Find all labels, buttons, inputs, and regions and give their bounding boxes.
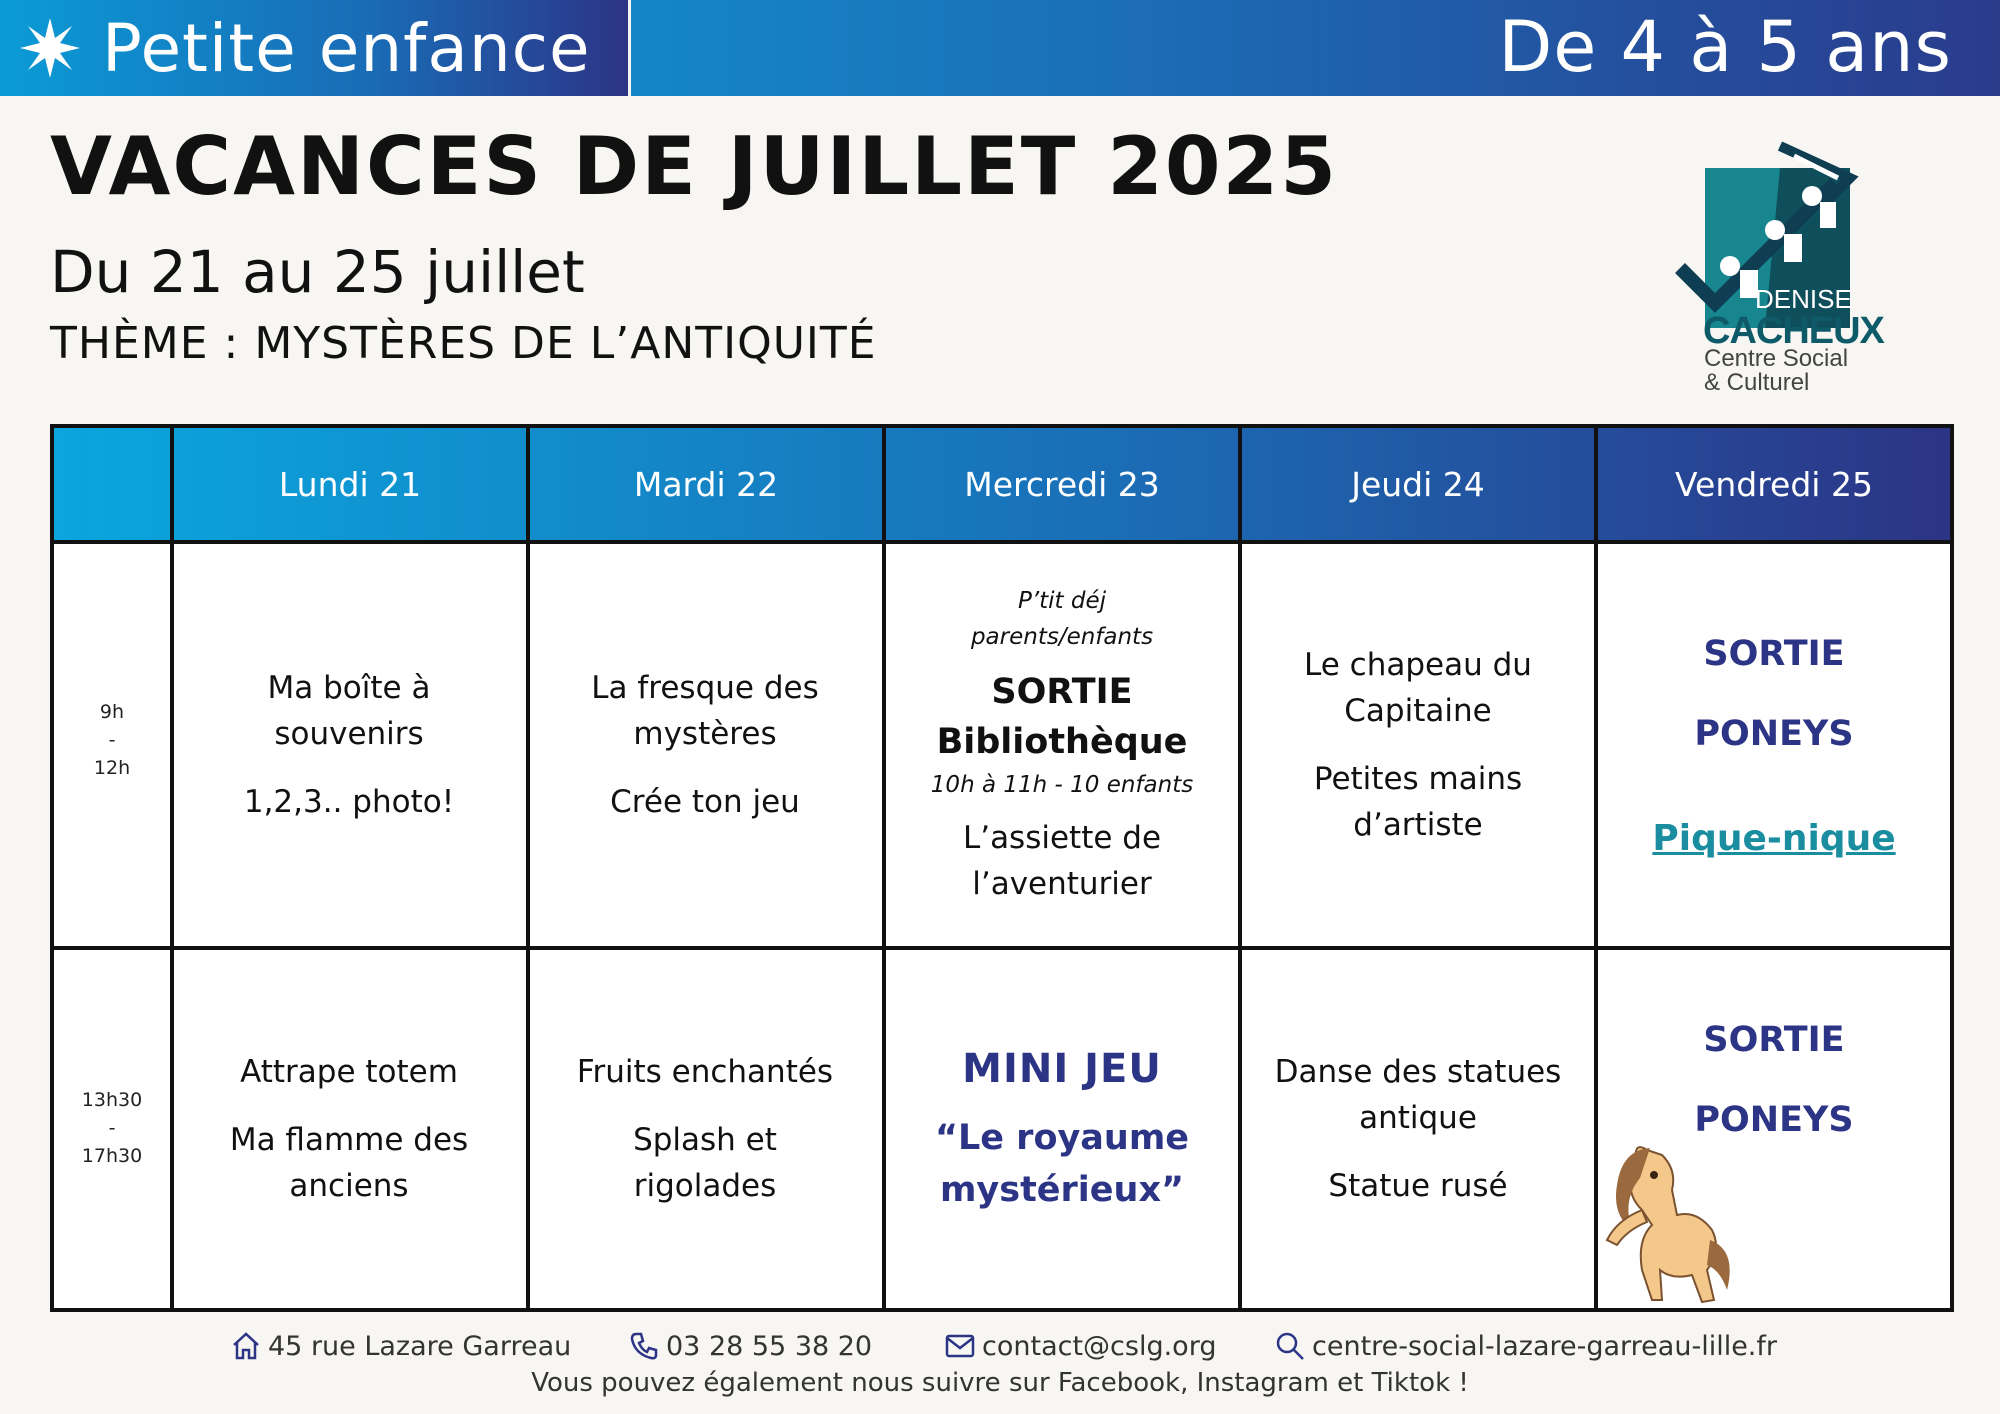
activity: Splash et rigolades xyxy=(633,1122,777,1204)
time-label-morning xyxy=(54,698,170,782)
cell-mercredi-morning xyxy=(894,544,1230,946)
cell-jeudi-afternoon xyxy=(1244,950,1592,1308)
day-header-lundi: Lundi 21 xyxy=(278,464,422,504)
search-icon xyxy=(1274,1330,1306,1362)
time-label-afternoon xyxy=(54,1086,170,1170)
outing-title: SORTIE xyxy=(1703,1020,1845,1060)
cell-vendredi-morning xyxy=(1606,544,1942,946)
picnic-link[interactable]: Pique-nique xyxy=(1652,818,1896,859)
phone-icon xyxy=(628,1330,660,1362)
column-divider xyxy=(170,428,174,1308)
logo-text-denise: DENISE xyxy=(1755,284,1852,314)
activity: Le chapeau du Capitaine xyxy=(1304,647,1532,729)
activity: Petites mains d’artiste xyxy=(1313,761,1523,843)
footer-email xyxy=(944,1330,1216,1362)
theme-label: THÈME : MYSTÈRES DE L’ANTIQUITÉ xyxy=(50,318,877,369)
day-header-mardi: Mardi 22 xyxy=(633,464,779,504)
outing-place: PONEYS xyxy=(1694,714,1854,754)
day-header-vendredi: Vendredi 25 xyxy=(1675,464,1873,504)
activity: La fresque des mystères xyxy=(591,670,819,752)
day-header-mercredi: Mercredi 23 xyxy=(964,464,1160,504)
pony-icon xyxy=(1592,1130,1742,1310)
banner-title: Petite enfance xyxy=(102,9,591,87)
activity: Statue rusé xyxy=(1328,1168,1508,1204)
game-title: MINI JEU xyxy=(962,1046,1162,1092)
time-separator: - xyxy=(108,729,116,751)
cell-mardi-morning xyxy=(550,544,860,946)
cell-mardi-afternoon xyxy=(540,950,870,1308)
breakfast-note: P’tit déj parents/enfants xyxy=(970,588,1154,650)
logo-text-culturel: & Culturel xyxy=(1704,369,1810,396)
top-banner xyxy=(0,0,2000,96)
email-text[interactable]: contact@cslg.org xyxy=(982,1330,1217,1362)
phone-text[interactable]: 03 28 55 38 20 xyxy=(666,1330,873,1362)
outing-detail: 10h à 11h - 10 enfants xyxy=(930,772,1194,798)
mail-icon xyxy=(944,1330,976,1362)
activity: 1,2,3.. photo! xyxy=(243,784,455,820)
date-range: Du 21 au 25 juillet xyxy=(50,238,585,306)
outing-title: SORTIE xyxy=(1703,634,1845,674)
footer-phone xyxy=(628,1330,872,1362)
time-start: 13h30 xyxy=(81,1089,143,1111)
game-subtitle: “Le royaume mystérieux” xyxy=(934,1118,1190,1210)
cell-lundi-afternoon xyxy=(184,950,514,1308)
logo-text-centre-social: Centre Social xyxy=(1704,345,1849,372)
outing-title: SORTIE xyxy=(991,672,1133,712)
activity: Crée ton jeu xyxy=(610,784,800,820)
banner-age-range: De 4 à 5 ans xyxy=(1498,6,1952,88)
page-title: VACANCES DE JUILLET 2025 xyxy=(50,120,1338,213)
address-text: 45 rue Lazare Garreau xyxy=(268,1330,572,1362)
column-divider xyxy=(526,428,530,1308)
activity: L’assiette de l’aventurier xyxy=(962,820,1162,902)
outing-place: PONEYS xyxy=(1694,1100,1854,1140)
home-icon xyxy=(230,1330,262,1362)
time-end: 17h30 xyxy=(81,1145,143,1167)
day-header-jeudi: Jeudi 24 xyxy=(1351,464,1485,504)
cell-lundi-morning xyxy=(194,544,504,946)
column-divider xyxy=(1238,428,1242,1308)
activity: Ma flamme des anciens xyxy=(229,1122,469,1204)
banner-title-block xyxy=(0,0,631,96)
time-end: 12h xyxy=(93,757,131,779)
outing-place: Bibliothèque xyxy=(936,722,1188,762)
activity: Ma boîte à souvenirs xyxy=(267,670,431,752)
activity: Attrape totem xyxy=(240,1054,458,1090)
time-separator: - xyxy=(108,1117,116,1139)
footer-address xyxy=(230,1330,571,1362)
time-start: 9h xyxy=(99,701,125,723)
column-divider xyxy=(882,428,886,1308)
cell-jeudi-morning xyxy=(1250,544,1586,946)
star-burst-icon xyxy=(18,16,82,80)
logo-text-centre xyxy=(1704,347,1848,395)
activity: Fruits enchantés xyxy=(576,1054,834,1090)
footer-website xyxy=(1274,1330,1777,1362)
website-text[interactable]: centre-social-lazare-garreau-lille.fr xyxy=(1312,1330,1777,1362)
cell-mercredi-afternoon xyxy=(894,950,1230,1308)
activity: Danse des statues antique xyxy=(1274,1054,1562,1136)
social-media-note: Vous pouvez également nous suivre sur Facebook, Instagram et Tiktok ! xyxy=(531,1368,1469,1398)
logo-text-cacheux: CACHEUX xyxy=(1703,310,1884,352)
